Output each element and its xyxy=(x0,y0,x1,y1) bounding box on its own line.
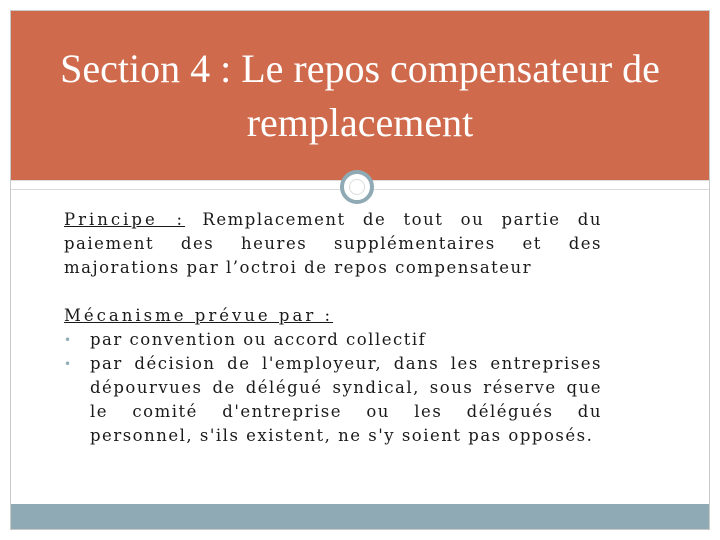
circle-ornament xyxy=(340,170,374,204)
list-item xyxy=(64,328,602,352)
list-item-text: par décision de l'employeur, dans les entreprises dépourvues de délégué syndical, sous réserve que le comité d'entreprise ou les délégués du personnel, s'ils existent, ne s'y soient pas opposés. xyxy=(90,354,602,445)
mecanisme-section xyxy=(64,304,602,448)
principe-paragraph xyxy=(64,208,602,280)
list-item xyxy=(64,352,602,448)
list-item-text: par convention ou accord collectif xyxy=(90,330,427,349)
slide-body xyxy=(64,208,602,448)
mecanisme-list xyxy=(64,328,602,448)
slide-title: Section 4 : Le repos compensateur de remplacement xyxy=(60,45,660,145)
mecanisme-label: Mécanisme prévue par : xyxy=(64,306,334,325)
bullet-icon: • xyxy=(64,333,73,347)
principe-label: Principe : xyxy=(64,210,186,229)
bullet-icon: • xyxy=(64,357,73,371)
principe-text: Remplacement de tout ou partie du paiement des heures supplémentaires et des majorations par l’octroi de repos compensateur xyxy=(64,210,602,277)
footer-bar xyxy=(11,504,709,529)
title-banner xyxy=(11,11,709,180)
